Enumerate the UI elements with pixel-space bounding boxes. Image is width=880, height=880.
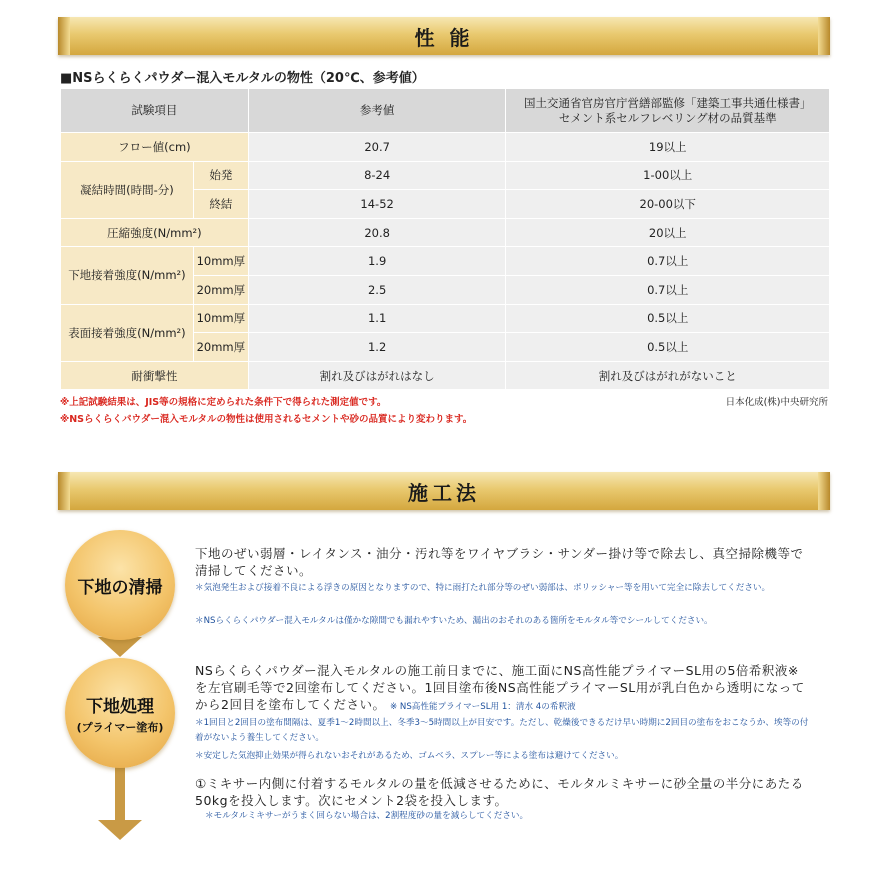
properties-table bbox=[60, 88, 830, 390]
material-quality-note: ※NSらくらくパウダー混入モルタルの物性は使用されるセメントや砂の品質により変わります。 bbox=[60, 414, 473, 425]
construction-title: 施工法 bbox=[408, 480, 480, 505]
header-item: 試験項目 bbox=[61, 89, 249, 133]
row-value: 20.8 bbox=[248, 218, 506, 247]
table-row bbox=[61, 361, 830, 390]
step-primer-title: 下地処理 bbox=[86, 696, 154, 717]
table-header-row bbox=[61, 89, 830, 133]
row-sublabel: 終結 bbox=[193, 190, 248, 219]
row-label: 凝結時間(時間-分) bbox=[61, 161, 194, 218]
row-standard: 1-00以上 bbox=[506, 161, 830, 190]
down-arrow-icon bbox=[98, 820, 142, 840]
row-sublabel: 20mm厚 bbox=[193, 333, 248, 362]
step-mixing-note: ＊モルタルミキサーがうまく回らない場合は、2割程度砂の量を減らしてください。 bbox=[205, 811, 529, 821]
step-primer-text bbox=[195, 662, 805, 716]
row-standard: 0.5以上 bbox=[506, 304, 830, 333]
row-value: 8-24 bbox=[248, 161, 506, 190]
construction-banner bbox=[58, 472, 830, 510]
row-sublabel: 20mm厚 bbox=[193, 275, 248, 304]
step-cleaning-note: ＊気泡発生および接着不良による浮きの原因となりますので、特に雨打たれ部分等のぜい弱部は、ポリッシャー等を用いて完全に除去してください。 bbox=[195, 583, 771, 593]
row-standard: 20-00以下 bbox=[506, 190, 830, 219]
row-value: 1.9 bbox=[248, 247, 506, 276]
row-value: 2.5 bbox=[248, 275, 506, 304]
row-standard: 19以上 bbox=[506, 133, 830, 162]
row-sublabel: 10mm厚 bbox=[193, 304, 248, 333]
performance-title: 性 能 bbox=[414, 25, 474, 50]
row-standard: 0.5以上 bbox=[506, 333, 830, 362]
row-label: 圧縮強度(N/mm²) bbox=[61, 218, 249, 247]
table-row bbox=[61, 304, 830, 333]
row-standard: 0.7以上 bbox=[506, 275, 830, 304]
step-primer-note: ＊安定した気泡抑止効果が得られないおそれがあるため、ゴムベラ、スプレー等による塗布は避けてください。 bbox=[195, 751, 624, 761]
step-cleaning-title: 下地の清掃 bbox=[77, 577, 163, 598]
row-label: 表面接着強度(N/mm²) bbox=[61, 304, 194, 361]
row-label: 下地接着強度(N/mm²) bbox=[61, 247, 194, 304]
row-standard: 0.7以上 bbox=[506, 247, 830, 276]
step-primer-main-text: NSらくらくパウダー混入モルタルの施工前日までに、施工面にNS高性能プライマーSL用の5倍希釈液※を左官刷毛等で2回塗布してください。1回目塗布後NS高性能プライマーSL用が乳白色から透明になってから2回目を塗布してください。 bbox=[195, 663, 805, 712]
lab-credit: 日本化成(株)中央研究所 bbox=[725, 397, 828, 408]
row-value: 1.2 bbox=[248, 333, 506, 362]
header-standard-line2: セメント系セルフレベリング材の品質基準 bbox=[558, 110, 777, 125]
test-condition-note: ※上記試験結果は、JIS等の規格に定められた条件下で得られた測定値です。 bbox=[60, 397, 387, 408]
step-primer-subtitle: (プライマー塗布) bbox=[76, 720, 164, 734]
step-mixing-text: ①ミキサー内側に付着するモルタルの量を低減させるために、モルタルミキサーに砂全量の半分にあたる50kgを投入します。次にセメント2袋を投入します。 bbox=[195, 776, 804, 808]
row-standard: 20以上 bbox=[506, 218, 830, 247]
row-label: 耐衝撃性 bbox=[61, 361, 249, 390]
row-value: 14-52 bbox=[248, 190, 506, 219]
row-label: フロー値(cm) bbox=[61, 133, 249, 162]
table-row bbox=[61, 161, 830, 190]
table-row bbox=[61, 218, 830, 247]
step-cleaning-note: ＊NSらくらくパウダー混入モルタルは僅かな隙間でも漏れやすいため、漏出のおそれのある箇所をモルタル等でシールしてください。 bbox=[195, 616, 713, 626]
table-subtitle: ■NSらくらくパウダー混入モルタルの物性（20℃、参考値） bbox=[60, 71, 425, 86]
row-sublabel: 10mm厚 bbox=[193, 247, 248, 276]
step-connector bbox=[115, 760, 125, 820]
step-primer-note: ＊1回目と2回目の塗布間隔は、夏季1～2時間以上、冬季3～5時間以上が目安です。ただし、乾燥後できるだけ早い時期に2回目の塗布をおこなうか、埃等の付着がないよう養生してください。 bbox=[195, 718, 809, 743]
row-sublabel: 始発 bbox=[193, 161, 248, 190]
step-cleaning-badge bbox=[65, 530, 175, 640]
row-standard: 割れ及びはがれがないこと bbox=[506, 361, 830, 390]
step-cleaning-text: 下地のぜい弱層・レイタンス・油分・汚れ等をワイヤブラシ・サンダー掛け等で除去し、真空掃除機等で清掃してください。 bbox=[195, 546, 804, 578]
header-reference: 参考値 bbox=[248, 89, 506, 133]
row-value: 割れ及びはがれはなし bbox=[248, 361, 506, 390]
table-row bbox=[61, 133, 830, 162]
performance-banner bbox=[58, 17, 830, 55]
step-primer-badge bbox=[65, 658, 175, 768]
row-value: 20.7 bbox=[248, 133, 506, 162]
step-primer-dilution-note: ※ NS高性能プライマーSL用 1：清水 4の希釈液 bbox=[389, 702, 576, 712]
header-standard-line1: 国土交通省官房官庁営繕部監修「建築工事共通仕様書」 bbox=[523, 95, 812, 110]
table-row bbox=[61, 247, 830, 276]
row-value: 1.1 bbox=[248, 304, 506, 333]
down-arrow-icon bbox=[98, 637, 142, 657]
header-standard bbox=[506, 89, 830, 133]
